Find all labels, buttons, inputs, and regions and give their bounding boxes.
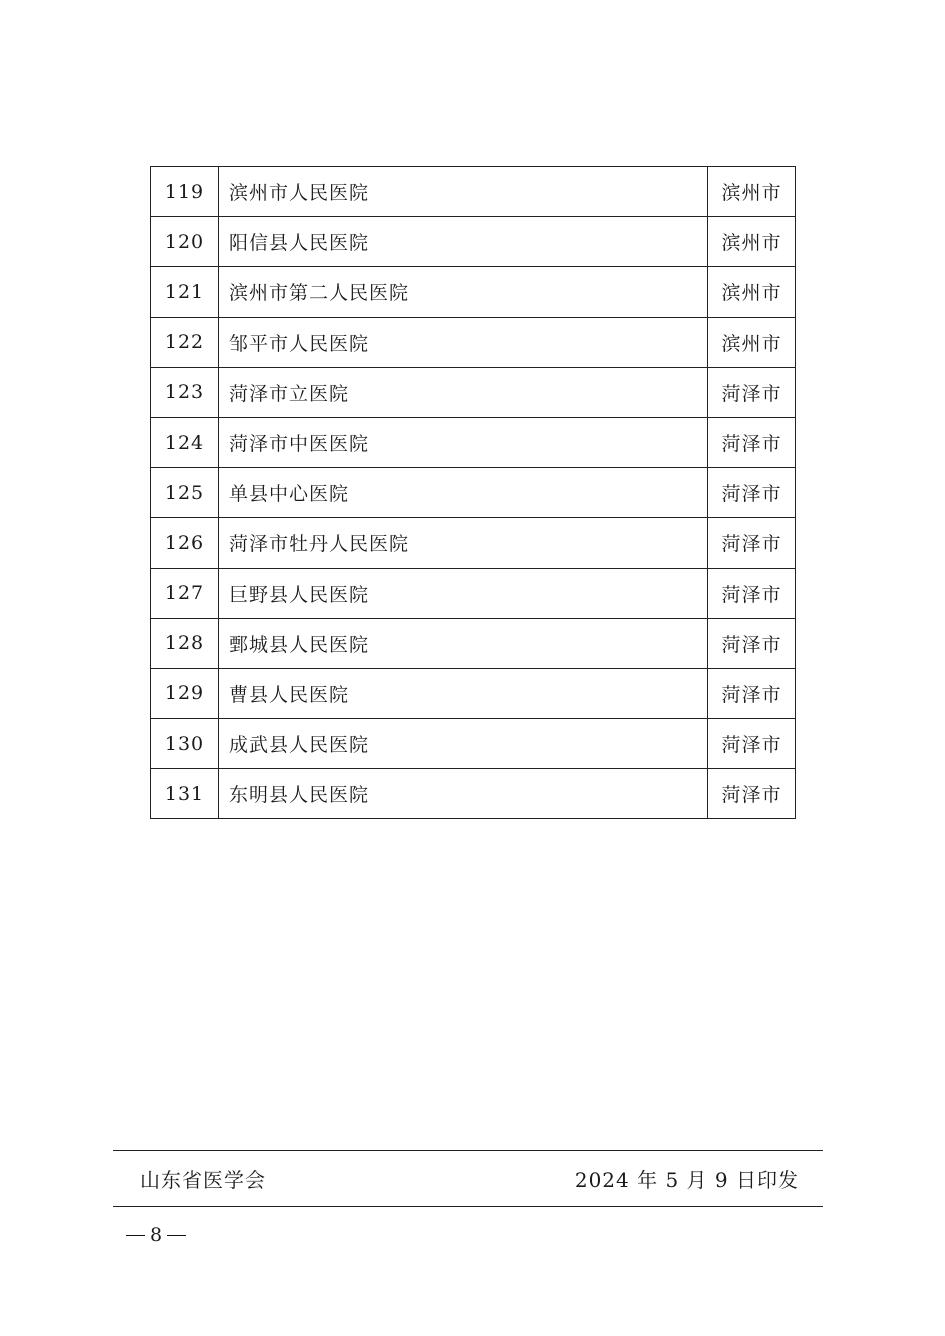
row-number: 127 xyxy=(151,568,219,618)
city-name: 菏泽市 xyxy=(708,518,796,568)
issuing-organization: 山东省医学会 xyxy=(140,1168,266,1192)
hospital-name: 成武县人民医院 xyxy=(219,719,708,769)
row-number: 126 xyxy=(151,518,219,568)
table-row xyxy=(151,668,796,718)
city-name: 菏泽市 xyxy=(708,417,796,467)
city-name: 菏泽市 xyxy=(708,367,796,417)
city-name: 菏泽市 xyxy=(708,769,796,819)
table-row xyxy=(151,367,796,417)
issue-date: 2024 年 5 月 9 日印发 xyxy=(574,1168,799,1192)
table-row xyxy=(151,518,796,568)
city-name: 滨州市 xyxy=(708,217,796,267)
hospital-name: 滨州市第二人民医院 xyxy=(219,267,708,317)
table-row xyxy=(151,167,796,217)
row-number: 125 xyxy=(151,468,219,518)
row-number: 124 xyxy=(151,417,219,467)
row-number: 128 xyxy=(151,618,219,668)
table-row xyxy=(151,417,796,467)
hospital-name: 鄄城县人民医院 xyxy=(219,618,708,668)
page-number-value: 8 xyxy=(150,1224,163,1246)
hospital-name: 巨野县人民医院 xyxy=(219,568,708,618)
row-number: 120 xyxy=(151,217,219,267)
page-number xyxy=(126,1224,186,1246)
hospital-name: 阳信县人民医院 xyxy=(219,217,708,267)
footer-bottom-rule xyxy=(113,1206,823,1207)
table-row xyxy=(151,468,796,518)
city-name: 菏泽市 xyxy=(708,719,796,769)
page-number-right-dash xyxy=(167,1235,186,1236)
hospital-list-table xyxy=(150,166,796,819)
table-row xyxy=(151,317,796,367)
hospital-name: 曹县人民医院 xyxy=(219,668,708,718)
row-number: 131 xyxy=(151,769,219,819)
city-name: 滨州市 xyxy=(708,267,796,317)
row-number: 119 xyxy=(151,167,219,217)
city-name: 滨州市 xyxy=(708,317,796,367)
row-number: 123 xyxy=(151,367,219,417)
hospital-name: 邹平市人民医院 xyxy=(219,317,708,367)
row-number: 121 xyxy=(151,267,219,317)
hospital-name: 菏泽市中医医院 xyxy=(219,417,708,467)
city-name: 滨州市 xyxy=(708,167,796,217)
city-name: 菏泽市 xyxy=(708,618,796,668)
table-body xyxy=(151,167,796,819)
city-name: 菏泽市 xyxy=(708,468,796,518)
table-row xyxy=(151,568,796,618)
city-name: 菏泽市 xyxy=(708,568,796,618)
table-row xyxy=(151,769,796,819)
row-number: 122 xyxy=(151,317,219,367)
table-row xyxy=(151,267,796,317)
page-number-left-dash xyxy=(126,1235,145,1236)
row-number: 130 xyxy=(151,719,219,769)
hospital-name: 滨州市人民医院 xyxy=(219,167,708,217)
hospital-name: 菏泽市立医院 xyxy=(219,367,708,417)
table-row xyxy=(151,618,796,668)
city-name: 菏泽市 xyxy=(708,668,796,718)
row-number: 129 xyxy=(151,668,219,718)
hospital-name: 菏泽市牡丹人民医院 xyxy=(219,518,708,568)
table-row xyxy=(151,217,796,267)
hospital-name: 东明县人民医院 xyxy=(219,769,708,819)
footer-top-rule xyxy=(113,1150,823,1151)
hospital-name: 单县中心医院 xyxy=(219,468,708,518)
table-row xyxy=(151,719,796,769)
